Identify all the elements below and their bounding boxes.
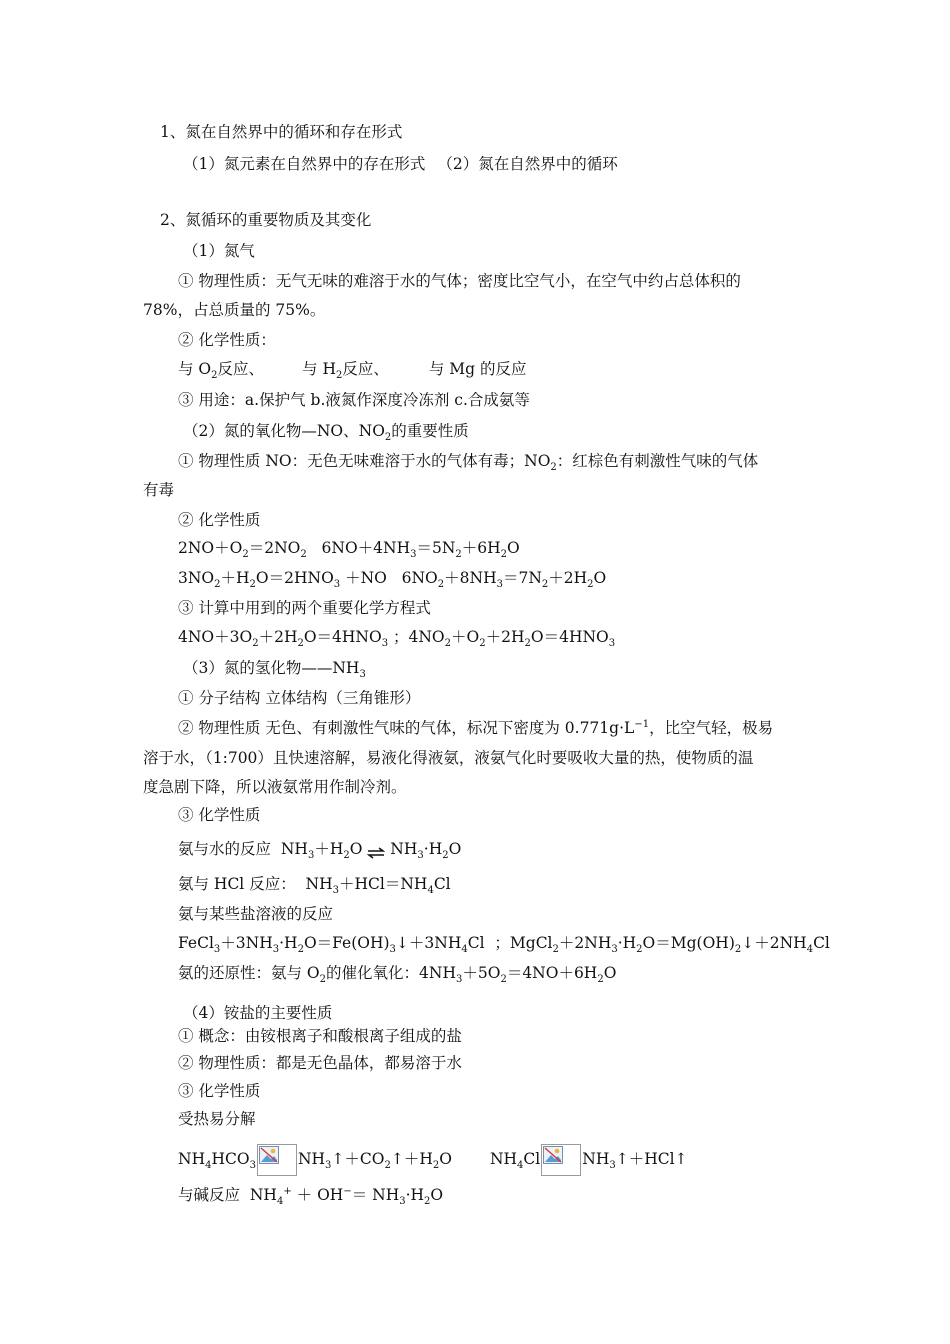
n2-chemical-heading: ② 化学性质： — [178, 331, 276, 349]
nh3-physical-line2: 溶于水，（1:700）且快速溶解，易液化得液氨，液氨气化时要吸收大量的热，使物质的温 — [143, 749, 754, 767]
n2-physical-line1: ① 物理性质：无气无味的难溶于水的气体；密度比空气小，在空气中约占总体积的 — [178, 272, 741, 290]
reaction-with-h2: 与 H — [302, 360, 336, 378]
nh3-salt-heading: 氨与某些盐溶液的反应 — [178, 905, 334, 923]
section-2-title: 2、氮循环的重要物质及其变化 — [160, 211, 372, 229]
nh4-decomposition-equations: $NH_4HCO_3$ $NH_3↑+CO_2↑+H_2O$ $NH_4Cl$ $NH_3↑+HCl↑$ — [178, 1144, 688, 1176]
nh4-physical: ② 物理性质：都是无色晶体，都易溶于水 — [178, 1054, 462, 1072]
nox-physical-line1: ① 物理性质 NO：无色无味难溶于水的气体有毒；$NO_2$：红棕色有刺激性气味的气体 — [178, 452, 759, 474]
broken-image-icon — [257, 1144, 297, 1176]
nh3-salt-equations: $FeCl_3+3NH_3\cdot H_2O=Fe(OH)_3↓+3NH_4Cl$ ；$MgCl_2+2NH_3\cdot H_2O=Mg(OH)_2↓+2NH_4Cl$ — [178, 934, 830, 956]
nh3-physical-line3: 度急剧下降，所以液氨常用作制冷剂。 — [143, 778, 407, 796]
reversible-arrow-icon — [367, 844, 385, 856]
subtitle-existence-forms: （1）氮元素在自然界中的存在形式 — [183, 155, 426, 173]
nox-physical-line2: 有毒 — [143, 481, 175, 499]
nh3-chemical-heading: ③ 化学性质 — [178, 806, 261, 824]
nh3-water-reaction: 氨与水的反应 $NH_3+H_2O$ $NH_3\cdot H_2O$ — [178, 840, 462, 862]
nox-heading: （2）氮的氧化物—NO、$NO_2$的重要性质 — [183, 422, 469, 444]
n2-uses: ③ 用途：a.保护气 b.液氮作深度冷冻剂 c.合成氨等 — [178, 391, 530, 409]
subtitle-nitrogen-cycle: （2）氮在自然界中的循环 — [437, 155, 618, 173]
reaction-with-o2: 与 O — [178, 360, 212, 378]
nh3-structure: ① 分子结构 立体结构（三角锥形） — [178, 689, 421, 707]
broken-image-icon — [541, 1144, 581, 1176]
nh4-heading: （4）铵盐的主要性质 — [183, 1004, 333, 1022]
nox-equations-line2: $3NO_2+H_2O=2HNO_3 +NO$ $6NO_2+8NH_3=7N_2+2H_2O$ — [178, 569, 607, 591]
reaction-with-mg: 与 Mg 的反应 — [428, 360, 527, 378]
n2-reactions-line: 与 $O_2$反应、 与 $H_2$反应、 与 Mg 的反应 — [178, 360, 527, 382]
section-1-title: 1、氮在自然界中的循环和存在形式 — [160, 123, 403, 141]
n2-physical-line2: 78%，占总质量的 75%。 — [143, 301, 326, 319]
nox-equations-line1: $2NO+O_2=2NO_2$ $6NO+4NH_3=5N_2+6H_2O$ — [178, 539, 520, 561]
nh3-physical-line1: ② 物理性质 无色、有刺激性气味的气体，标况下密度为 $0.771g\cdot L^{-1}$，比空气轻，极易 — [178, 718, 774, 737]
nox-calc-equations: $4NO+3O_2+2H_2O=4HNO_3$ ；$4NO_2+O_2+2H_2O=4HNO_3$ — [178, 628, 616, 650]
nox-chemical-heading: ② 化学性质 — [178, 511, 261, 529]
n2-heading: （1）氮气 — [183, 242, 255, 260]
section-1-subtitles — [183, 154, 618, 174]
nh3-heading: （3）氮的氢化物$——NH_3$ — [183, 659, 366, 681]
nox-calc-heading: ③ 计算中用到的两个重要化学方程式 — [178, 599, 431, 617]
nh4-concept: ① 概念：由铵根离子和酸根离子组成的盐 — [178, 1027, 462, 1045]
nh3-reducing-property: 氨的还原性：氨与 $O_2$的催化氧化：$4NH_3+5O_2=4NO+6H_2O$ — [178, 964, 617, 986]
nh3-hcl-reaction: 氨与 HCl 反应： $NH_3+HCl=NH_4Cl$ — [178, 875, 451, 897]
nh4-heat-heading: 受热易分解 — [178, 1110, 256, 1128]
nh4-chemical-heading: ③ 化学性质 — [178, 1082, 261, 1100]
nh4-base-reaction: 与碱反应 $NH_4^+ + OH^-= NH_3\cdot H_2O$ — [178, 1185, 444, 1208]
